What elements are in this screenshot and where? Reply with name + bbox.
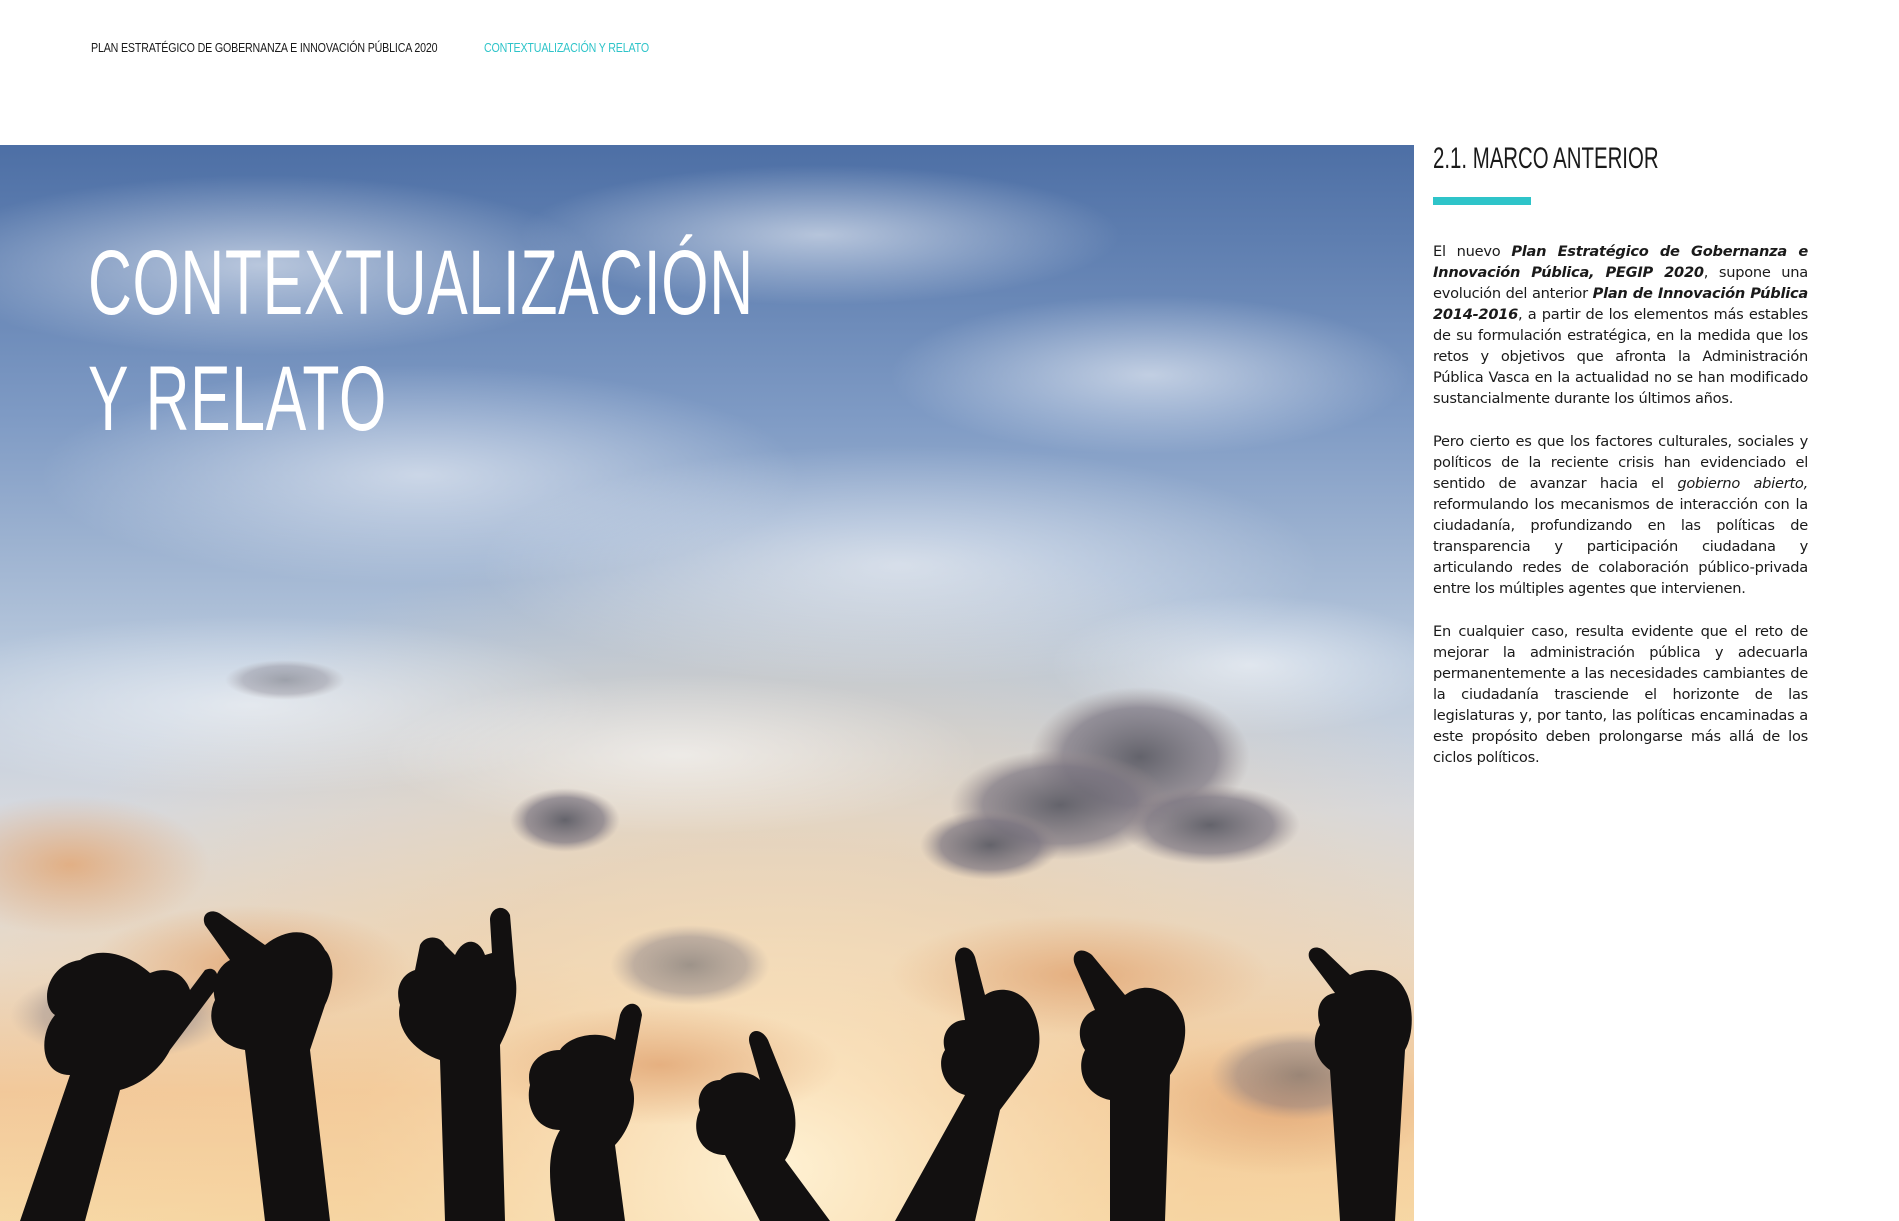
- chapter-title: CONTEXTUALIZACIÓN Y RELATO: [484, 40, 649, 55]
- hero-image: [0, 145, 1414, 1221]
- hero-title-line1: CONTEXTUALIZACIÓN: [88, 232, 754, 334]
- paragraph-3: En cualquier caso, resulta evidente que el reto de mejorar la administración pública y adecuarla permanentemente a las necesidades cambiantes de la ciudadanía trasciende el horizonte de las legislaturas y, por tanto, las políticas encaminadas a este propósito deben prolongarse más allá de los ciclos políticos.: [1433, 623, 1808, 766]
- p2-italic-gobierno-abierto: gobierno abierto,: [1677, 475, 1809, 492]
- hero-title-line2: Y RELATO: [88, 348, 387, 450]
- paragraph-1: [1433, 241, 1808, 409]
- p1-text-1: El nuevo: [1433, 243, 1512, 260]
- p2-text-1: Pero cierto es que los factores culturales, sociales y políticos de la reciente crisis han evidenciado el sentido de avanzar hacia el: [1433, 433, 1808, 492]
- section-body: [1433, 241, 1808, 790]
- p1-text-3: , a partir de los elementos más estables de su formulación estratégica, en la medida que los retos y objetivos que afronta la Administración Pública Vasca en la actualidad no se han modificado sustancialmente durante los últimos años.: [1433, 306, 1808, 407]
- p2-text-2: reformulando los mecanismos de interacción con la ciudadanía, profundizando en las políticas de transparencia y participación ciudadana y articulando redes de colaboración público-privada entre los múltiples agentes que intervienen.: [1433, 496, 1808, 597]
- hero-title: [88, 225, 754, 457]
- p1-text-2: , supone una evolución del anterior: [1433, 264, 1808, 302]
- p1-bold-plan-innovacion: Plan de Innovación Pública 2014-2016: [1433, 285, 1808, 323]
- p1-bold-plan-estrategico: Plan Estratégico de Gobernanza e Innovación Pública, PEGIP 2020: [1433, 243, 1808, 281]
- section-title: 2.1. MARCO ANTERIOR: [1433, 142, 1659, 175]
- document-title: PLAN ESTRATÉGICO DE GOBERNANZA E INNOVACIÓN PÚBLICA 2020: [91, 40, 438, 55]
- paragraph-2: [1433, 431, 1808, 599]
- accent-bar: [1433, 197, 1531, 205]
